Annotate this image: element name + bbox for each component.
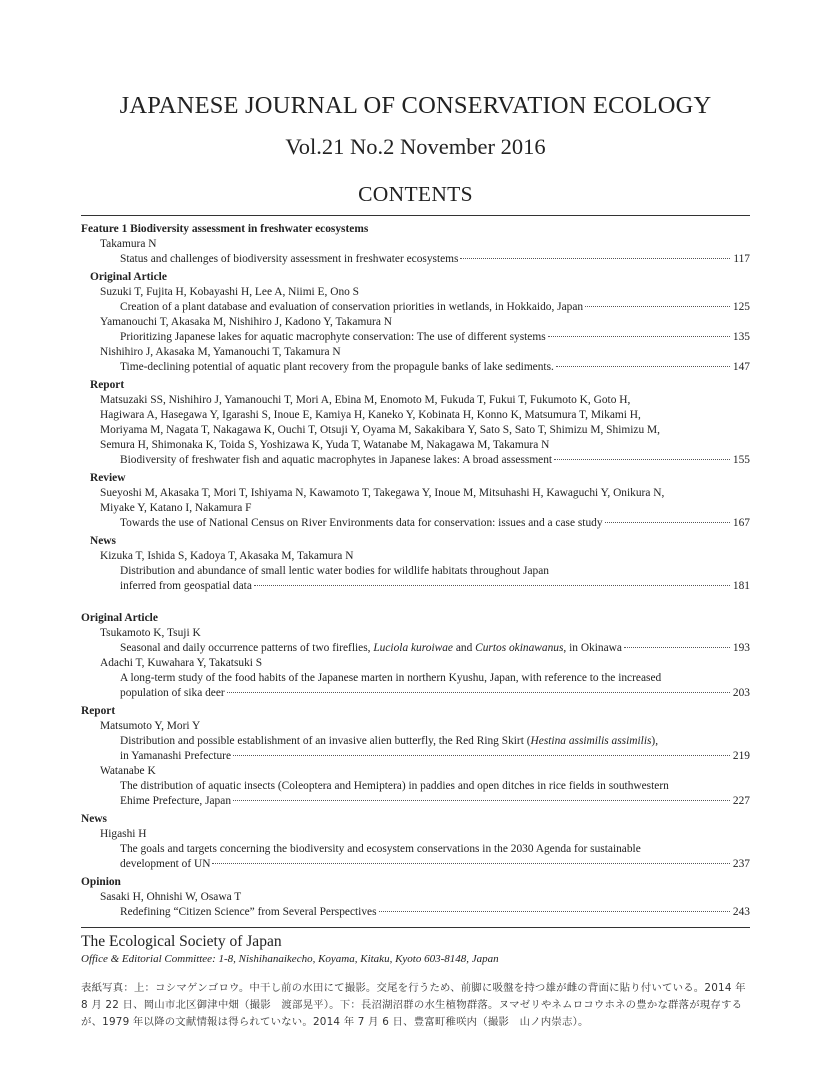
- entry-title: population of sika deer: [120, 687, 225, 699]
- section-heading: News: [81, 813, 107, 825]
- toc-entry[interactable]: [81, 579, 750, 594]
- dot-leader: [227, 691, 730, 693]
- contents-heading: CONTENTS: [358, 182, 473, 206]
- page-number: 117: [733, 253, 750, 265]
- entry-authors: Hagiwara A, Hasegawa Y, Igarashi S, Inoue E, Kamiya H, Kaneko Y, Kobinata H, Konno K, Matsumura T, Mikami H,: [100, 409, 641, 421]
- entry-title: A long-term study of the food habits of the Japanese marten in northern Kyushu, Japan, with reference to the increased: [120, 672, 662, 684]
- journal-title: JAPANESE JOURNAL OF CONSERVATION ECOLOGY: [119, 92, 712, 119]
- dot-leader: [379, 910, 730, 912]
- section-heading: Review: [90, 472, 126, 484]
- toc-entry[interactable]: [81, 453, 750, 468]
- title-text: , in Okinawa: [563, 642, 622, 654]
- toc-entry[interactable]: [81, 516, 750, 531]
- entry-authors: Moriyama M, Nagata T, Nakagawa K, Ouchi T, Otsuji Y, Oyama M, Sakakibara Y, Sato S, Sato T, Shimizu M, Shimizu M,: [100, 424, 660, 436]
- species-name: Curtos okinawanus: [475, 642, 564, 654]
- entry-title: Distribution and abundance of small lentic water bodies for wildlife habitats throughout Japan: [120, 565, 549, 577]
- entry-authors: Suzuki T, Fujita H, Kobayashi H, Lee A, Niimi E, Ono S: [100, 286, 360, 298]
- section-heading: Report: [81, 705, 116, 717]
- toc-entry[interactable]: [81, 252, 750, 267]
- entry-authors: Sasaki H, Ohnishi W, Osawa T: [100, 891, 242, 903]
- toc-entry[interactable]: [81, 300, 750, 315]
- toc-entry[interactable]: [81, 330, 750, 345]
- entry-title: Status and challenges of biodiversity assessment in freshwater ecosystems: [120, 253, 459, 265]
- entry-title: development of UN: [120, 858, 211, 870]
- entry-title: in Yamanashi Prefecture: [120, 750, 232, 762]
- page-number: 167: [732, 517, 750, 529]
- section-heading: Report: [90, 379, 125, 391]
- section-heading: Opinion: [81, 876, 121, 888]
- section-heading: Original Article: [81, 612, 158, 624]
- dot-leader: [556, 365, 730, 367]
- page-number: 243: [732, 906, 750, 918]
- spacer: [81, 594, 750, 608]
- page-number: 227: [732, 795, 750, 807]
- entry-title: Towards the use of National Census on River Environments data for conservation: issues and a case study: [120, 517, 603, 529]
- species-name: Hestina assimilis assimilis: [530, 735, 652, 747]
- entry-authors: Tsukamoto K, Tsuji K: [100, 627, 201, 639]
- title-text: Seasonal and daily occurrence patterns of two fireflies,: [120, 642, 374, 654]
- cover-photo-caption: 表紙写真：上：コシマゲンゴロウ。中干し前の水田にて撮影。交尾を行うため、前脚に吸盤を持つ雄が雌の背面に貼り付いている。2014 年 8 月 22 日、岡山市北区御津中畑（撮影 渡部晃平）。下：長沼湖沼群の水生植物群落。ヌマゼリやネムロコウホネの豊かな群落が現存するが、1979 年以降の文献情報は得られていない。2014 年 7 月 6 日、豊富町稚咲内（撮影 山ノ内崇志）。: [81, 982, 746, 1028]
- toc-entry[interactable]: [81, 686, 750, 701]
- entry-authors: Miyake Y, Katano I, Nakamura F: [100, 502, 252, 514]
- page-number: 181: [732, 580, 750, 592]
- entry-authors: Kizuka T, Ishida S, Kadoya T, Akasaka M, Takamura N: [100, 550, 354, 562]
- dot-leader: [212, 862, 730, 864]
- entry-title: The distribution of aquatic insects (Coleoptera and Hemiptera) in paddies and open ditches in rice fields in southwestern: [120, 780, 669, 792]
- entry-title: The goals and targets concerning the biodiversity and ecosystem conservations in the 2030 Agenda for sustainable: [120, 843, 641, 855]
- section-heading: Original Article: [90, 271, 167, 283]
- title-text: ),: [651, 735, 659, 747]
- title-text: and: [452, 642, 476, 654]
- entry-authors: Sueyoshi M, Akasaka T, Mori T, Ishiyama N, Kawamoto T, Takegawa Y, Inoue M, Mitsuhashi H, Kawaguchi Y, Onikura N,: [100, 487, 665, 499]
- feature-title: Feature 1 Biodiversity assessment in freshwater ecosystems: [81, 223, 369, 235]
- entry-authors: Takamura N: [100, 238, 157, 250]
- page-number: 125: [732, 301, 750, 313]
- entry-title: inferred from geospatial data: [120, 580, 252, 592]
- dot-leader: [233, 754, 730, 756]
- entry-authors: Nishihiro J, Akasaka M, Yamanouchi T, Takamura N: [100, 346, 341, 358]
- page-number: 147: [732, 361, 750, 373]
- entry-authors: Higashi H: [100, 828, 147, 840]
- title-text: Distribution and possible establishment of an invasive alien butterfly, the Red Ring Skirt (: [120, 735, 531, 747]
- toc-entry[interactable]: [81, 905, 750, 920]
- page-number: 155: [732, 454, 750, 466]
- species-name: Luciola kuroiwae: [373, 642, 453, 654]
- page-number: 237: [732, 858, 750, 870]
- dot-leader: [460, 257, 730, 259]
- toc-entry[interactable]: [81, 794, 750, 809]
- volume-line: Vol.21 No.2 November 2016: [285, 134, 546, 159]
- entry-title: [120, 641, 622, 656]
- entry-title: Biodiversity of freshwater fish and aquatic macrophytes in Japanese lakes: A broad assessment: [120, 454, 553, 466]
- dot-leader: [254, 584, 730, 586]
- dot-leader: [554, 458, 730, 460]
- toc-entry[interactable]: [81, 641, 750, 656]
- entry-title: Creation of a plant database and evaluation of conservation priorities in wetlands, in Hokkaido, Japan: [120, 301, 584, 313]
- toc-entry[interactable]: [81, 749, 750, 764]
- entry-title: [81, 734, 750, 749]
- toc-entry[interactable]: [81, 360, 750, 375]
- page-number: 135: [732, 331, 750, 343]
- entry-authors: Watanabe K: [100, 765, 156, 777]
- dot-leader: [624, 646, 730, 648]
- entry-authors: Yamanouchi T, Akasaka M, Nishihiro J, Kadono Y, Takamura N: [100, 316, 392, 328]
- page-number: 203: [732, 687, 750, 699]
- entry-title: Redefining “Citizen Science” from Several Perspectives: [120, 906, 377, 918]
- toc-entry[interactable]: [81, 857, 750, 872]
- top-rule: [81, 215, 750, 216]
- dot-leader: [548, 335, 730, 337]
- entry-title: Prioritizing Japanese lakes for aquatic macrophyte conservation: The use of different systems: [120, 331, 546, 343]
- dot-leader: [233, 799, 730, 801]
- bottom-rule: [81, 927, 750, 928]
- page-number: 219: [732, 750, 750, 762]
- entry-authors: Adachi T, Kuwahara Y, Takatsuki S: [100, 657, 263, 669]
- entry-authors: Matsumoto Y, Mori Y: [100, 720, 201, 732]
- entry-title: Time-declining potential of aquatic plant recovery from the propagule banks of lake sediments.: [120, 361, 554, 373]
- dot-leader: [605, 521, 730, 523]
- entry-title: Ehime Prefecture, Japan: [120, 795, 232, 807]
- entry-authors: Matsuzaki SS, Nishihiro J, Yamanouchi T, Mori A, Ebina M, Enomoto M, Fukuda T, Fukui T, Fukumoto K, Goto H,: [100, 394, 631, 406]
- society-name: The Ecological Society of Japan: [81, 933, 282, 950]
- entry-authors: Semura H, Shimonaka K, Toida S, Yoshizawa K, Yuda T, Watanabe M, Nakagawa M, Takamura N: [100, 439, 550, 451]
- section-heading: News: [90, 535, 116, 547]
- office-address: Office & Editorial Committee: 1-8, Nishihanaikecho, Koyama, Kitaku, Kyoto 603-8148, Japan: [81, 953, 499, 965]
- table-of-contents: [81, 222, 750, 920]
- page-number: 193: [732, 642, 750, 654]
- dot-leader: [585, 305, 730, 307]
